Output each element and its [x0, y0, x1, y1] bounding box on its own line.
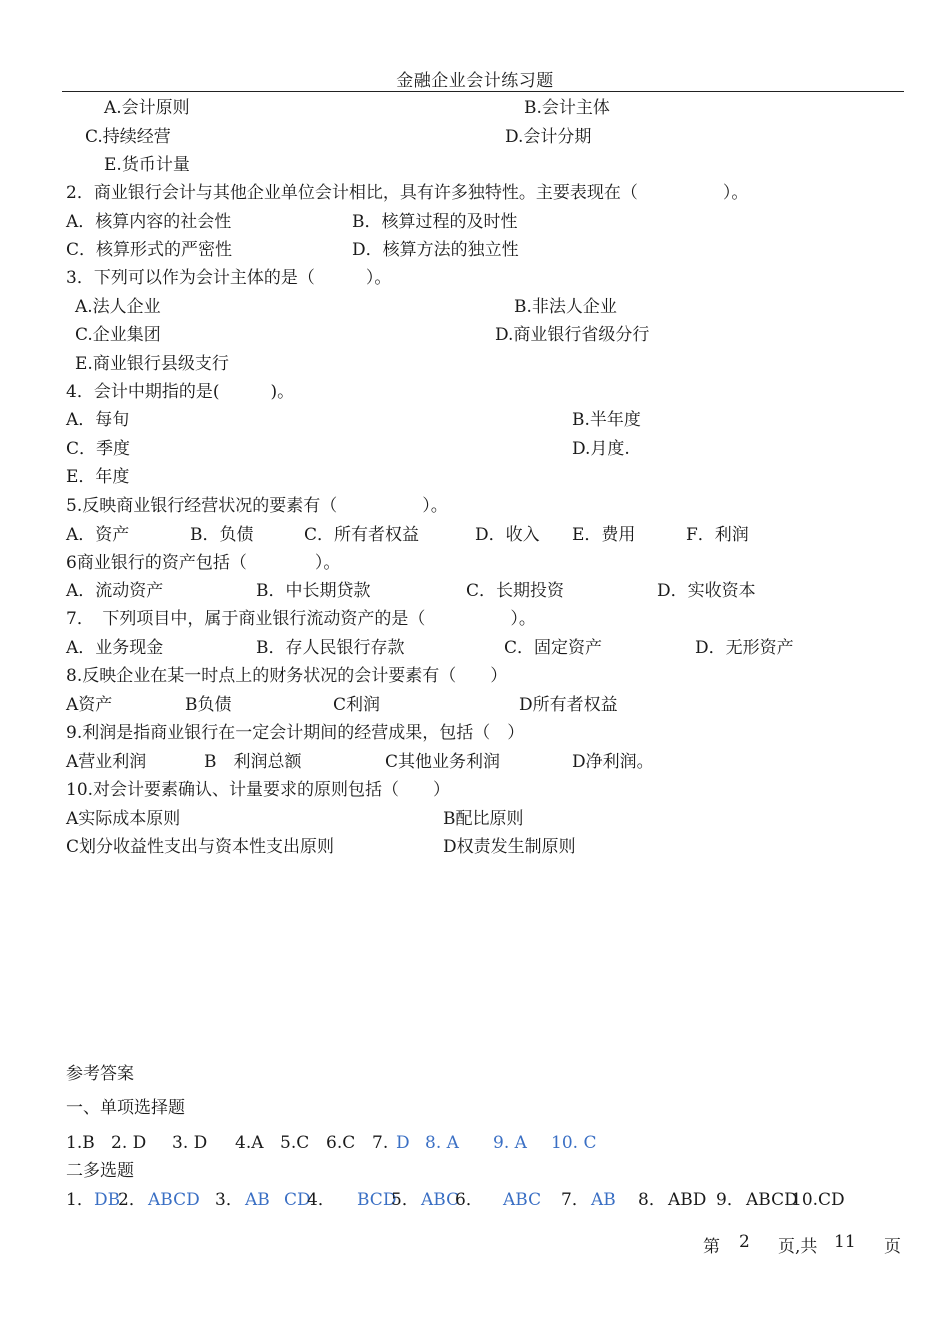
single-answer-9: 9. A — [493, 1133, 527, 1153]
q5-stem: 5.反映商业银行经营状况的要素有（ ）。 — [66, 496, 448, 516]
multi-answer-3-value-b: CD — [284, 1190, 311, 1210]
footer-total-pages: 11 — [834, 1232, 856, 1252]
q10-option-b: B配比原则 — [443, 809, 524, 829]
q2-option-a: A．核算内容的社会性 — [66, 212, 232, 232]
multi-choice-title: 二多选题 — [66, 1161, 134, 1181]
single-answer-5: 5.C — [280, 1133, 310, 1153]
q6-option-d: D．实收资本 — [657, 581, 756, 601]
single-choice-title: 一、单项选择题 — [66, 1098, 185, 1118]
q10-stem: 10.对会计要素确认、计量要求的原则包括（ ） — [66, 780, 451, 800]
multi-answer-7-value: AB — [591, 1190, 616, 1210]
multi-answer-8-num: 8． — [638, 1190, 666, 1210]
q4-option-b: B.半年度 — [572, 410, 641, 430]
q2-stem: 2．商业银行会计与其他企业单位会计相比，具有许多独特性。主要表现在（ ）。 — [66, 183, 749, 203]
q9-option-a: A营业利润 — [66, 752, 147, 772]
q3-option-c: C.企业集团 — [75, 325, 161, 345]
single-answer-1: 1.B — [66, 1133, 95, 1153]
single-answer-7-num: 7. — [372, 1133, 389, 1153]
multi-answer-2-value: ABCD — [148, 1190, 200, 1210]
multi-answer-5-num: 5． — [391, 1190, 419, 1210]
multi-answer-7-num: 7． — [561, 1190, 589, 1210]
single-answer-4: 4.A — [235, 1133, 264, 1153]
q1-option-c: C.持续经营 — [85, 127, 171, 147]
multi-answer-8-value: ABD — [668, 1190, 707, 1210]
multi-answer-1-value: DB — [94, 1190, 121, 1210]
single-answer-8: 8. A — [425, 1133, 459, 1153]
q6-option-b: B．中长期贷款 — [256, 581, 371, 601]
q3-option-a: A.法人企业 — [75, 297, 161, 317]
single-answer-6: 6.C — [326, 1133, 356, 1153]
q4-stem: 4．会计中期指的是( )。 — [66, 382, 295, 402]
multi-answer-3-num: 3． — [215, 1190, 243, 1210]
q4-option-c: C．季度 — [66, 439, 131, 459]
single-answer-2: 2. D — [111, 1133, 147, 1153]
q4-option-e: E．年度 — [66, 467, 130, 487]
q7-option-c: C．固定资产 — [504, 638, 603, 658]
q5-option-c: C．所有者权益 — [304, 525, 420, 545]
q8-option-d: D所有者权益 — [519, 695, 618, 715]
answers-title: 参考答案 — [66, 1064, 134, 1084]
q8-stem: 8.反映企业在某一时点上的财务状况的会计要素有（ ） — [66, 666, 508, 686]
multi-answer-9-num: 9． — [716, 1190, 744, 1210]
footer-di: 第 — [703, 1237, 720, 1257]
q3-option-b: B.非法人企业 — [514, 297, 617, 317]
multi-answer-1-num: 1． — [66, 1190, 94, 1210]
q9-option-d: D净利润。 — [572, 752, 654, 772]
multi-answer-4-num: 4． — [307, 1190, 335, 1210]
q8-option-c: C利润 — [333, 695, 381, 715]
multi-answer-2-num: 2． — [118, 1190, 146, 1210]
q1-option-b: B.会计主体 — [524, 98, 610, 118]
q9-option-b: B 利润总额 — [204, 752, 302, 772]
q2-option-d: D．核算方法的独立性 — [352, 240, 519, 260]
q1-option-a: A.会计原则 — [104, 98, 190, 118]
q10-option-c: C划分收益性支出与资本性支出原则 — [66, 837, 335, 857]
q3-stem: 3．下列可以作为会计主体的是（ ）。 — [66, 268, 392, 288]
page-header-title: 金融企业会计练习题 — [396, 71, 554, 91]
multi-answer-4-value: BCD — [357, 1190, 397, 1210]
footer-ye-gong: 页,共 — [778, 1237, 818, 1257]
multi-answer-6-num: 6． — [455, 1190, 483, 1210]
q2-option-b: B．核算过程的及时性 — [352, 212, 518, 232]
multi-answer-3-value-a: AB — [245, 1190, 270, 1210]
q4-option-d: D.月度. — [572, 439, 630, 459]
q5-option-e: E．费用 — [572, 525, 636, 545]
single-answer-7-value: D — [396, 1133, 410, 1153]
q7-stem: 7． 下列项目中，属于商业银行流动资产的是（ ）。 — [66, 609, 536, 629]
footer-ye: 页 — [884, 1237, 901, 1257]
q2-option-c: C．核算形式的严密性 — [66, 240, 233, 260]
q5-option-b: B．负债 — [190, 525, 254, 545]
q1-option-d: D.会计分期 — [505, 127, 592, 147]
q3-option-e: E.商业银行县级支行 — [75, 354, 229, 374]
multi-answer-5-value: ABC — [421, 1190, 460, 1210]
footer-page-number: 2 — [739, 1232, 750, 1252]
q7-option-b: B．存人民银行存款 — [256, 638, 405, 658]
q8-option-b: B负债 — [185, 695, 232, 715]
multi-answer-10: 10.CD — [791, 1190, 845, 1210]
q5-option-a: A．资产 — [66, 525, 130, 545]
q7-option-a: A．业务现金 — [66, 638, 164, 658]
q9-stem: 9.利润是指商业银行在一定会计期间的经营成果，包括（ ） — [66, 723, 525, 743]
q5-option-d: D．收入 — [475, 525, 540, 545]
q4-option-a: A．每旬 — [66, 410, 130, 430]
single-answer-3: 3. D — [172, 1133, 208, 1153]
q10-option-d: D权责发生制原则 — [443, 837, 576, 857]
multi-answer-6-value: ABC — [503, 1190, 542, 1210]
q3-option-d: D.商业银行省级分行 — [495, 325, 650, 345]
q8-option-a: A资产 — [66, 695, 113, 715]
header-rule — [62, 91, 904, 92]
q5-option-f: F．利润 — [686, 525, 749, 545]
single-answer-10: 10. C — [551, 1133, 597, 1153]
q6-option-a: A．流动资产 — [66, 581, 164, 601]
q10-option-a: A实际成本原则 — [66, 809, 181, 829]
q7-option-d: D．无形资产 — [695, 638, 794, 658]
q6-stem: 6商业银行的资产包括（ ）。 — [66, 553, 341, 573]
q6-option-c: C．长期投资 — [466, 581, 565, 601]
q1-option-e: E.货币计量 — [104, 155, 190, 175]
q9-option-c: C其他业务利润 — [385, 752, 501, 772]
multi-answer-9-value: ABCD — [746, 1190, 798, 1210]
